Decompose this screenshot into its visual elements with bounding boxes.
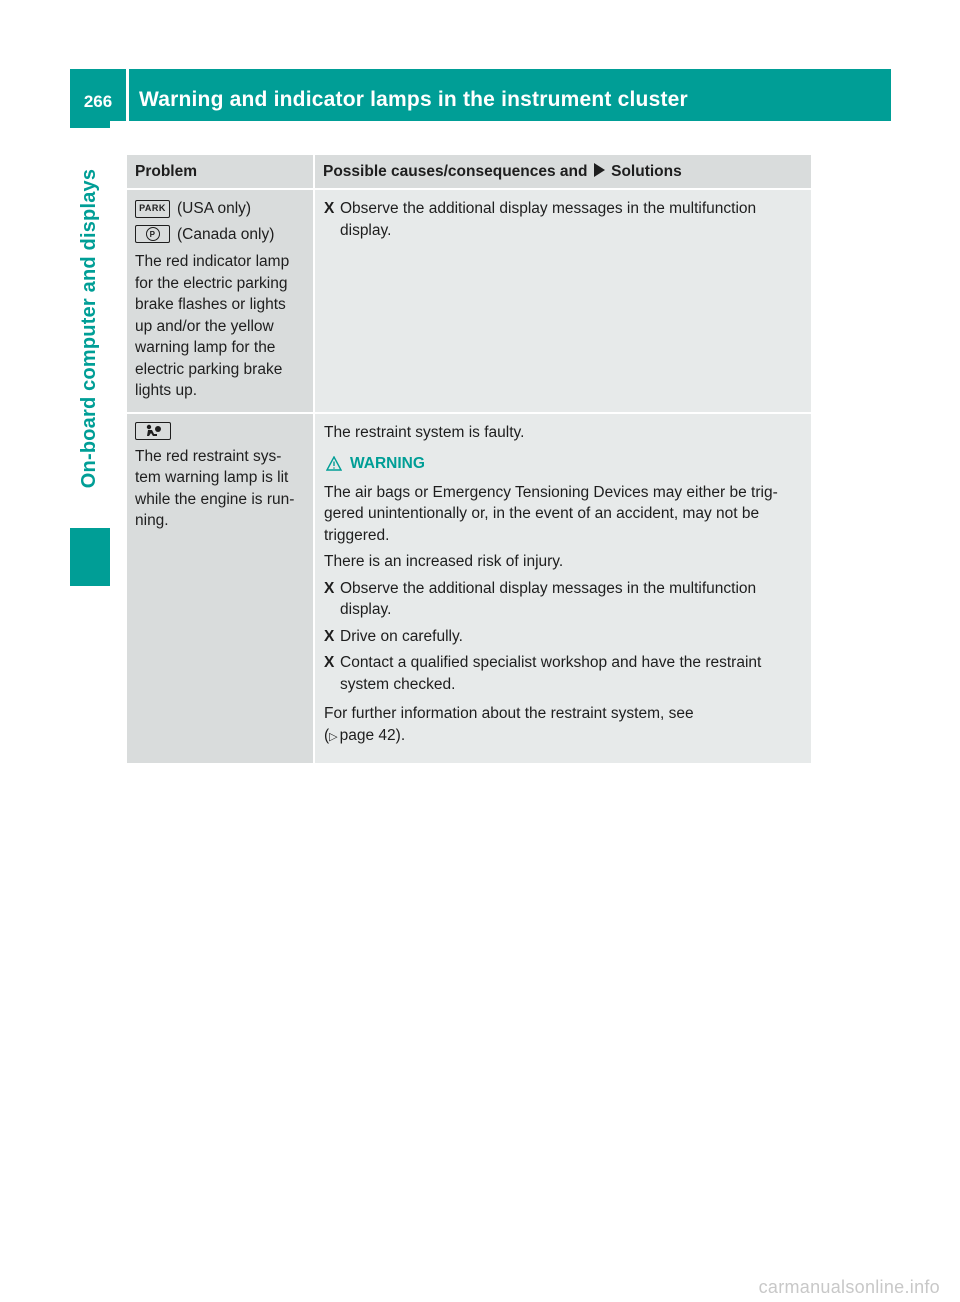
bullet-text: Drive on carefully. (340, 627, 463, 645)
bullet-marker: X (324, 627, 335, 645)
solution-bullet (324, 198, 803, 241)
column-header-causes: Possible causes/consequences and (323, 162, 588, 180)
solution-cell (314, 413, 811, 764)
solution-cell (314, 189, 811, 413)
icon-label-canada: (Canada only) (177, 225, 275, 243)
warning-heading (324, 453, 803, 475)
solution-bullet (324, 578, 803, 621)
further-info-text: For further information about the restraint system, see (324, 705, 694, 722)
table-row (127, 413, 811, 764)
column-header-solutions-label: Solutions (611, 162, 682, 180)
icon-line-usa (135, 198, 305, 220)
bullet-text: Contact a qualified specialist workshop and have the restraint system checked. (340, 654, 762, 693)
solution-bullet (324, 652, 803, 695)
bullet-text: Observe the additional display messages in the multifunction display. (340, 579, 757, 618)
watermark: carmanualsonline.info (758, 1277, 940, 1297)
warning-triangle-icon (326, 456, 342, 471)
warning-triangle-icon-glyph (326, 456, 342, 471)
risk-text: There is an increased risk of injury. (324, 553, 564, 570)
airbag-person-icon-glyph (143, 424, 163, 438)
page-title: Warning and indicator lamps in the instrument cluster (129, 69, 891, 121)
problem-cell (127, 189, 314, 413)
column-header-problem: Problem (127, 155, 314, 189)
warning-text: The air bags or Emergency Tensioning Devices may either be trig-gered unintentionally or, in the event of an accident, may not be triggered. (324, 483, 778, 544)
bullet-marker: X (324, 579, 335, 597)
problem-description: The red indicator lamp for the electric parking brake flashes or lights up and/or the yellow warning lamp for the electric parking brake lights up. (135, 253, 290, 399)
side-tab-label: On-board computer and displays (78, 168, 101, 488)
warning-lamp-table (127, 155, 811, 763)
airbag-person-icon (135, 422, 171, 440)
page-reference-arrow-icon: ▷ (329, 730, 338, 743)
further-info (324, 703, 803, 748)
further-info-open: ( (324, 726, 330, 744)
bullet-marker: X (324, 654, 335, 671)
icon-line-canada (135, 224, 305, 246)
icon-line-airbag (135, 422, 305, 440)
problem-cell (127, 413, 314, 764)
solution-intro: The restraint system is faulty. (324, 423, 525, 441)
side-tab-marker (70, 528, 110, 586)
table-row (127, 189, 811, 413)
icon-label-usa: (USA only) (177, 200, 252, 217)
column-header-solutions (314, 155, 811, 189)
table-header-row (127, 155, 811, 189)
parking-brake-circle-icon-glyph: P (146, 227, 160, 241)
parking-brake-circle-icon (135, 225, 170, 243)
park-brake-icon: PARK (135, 200, 170, 218)
warning-label: WARNING (350, 455, 425, 472)
problem-description: The red restraint sys-tem warning lamp is lit while the engine is run-ning. (135, 447, 295, 529)
page-reference-link[interactable]: page 42). (339, 726, 406, 744)
solution-bullet (324, 626, 803, 648)
bullet-marker: X (324, 200, 335, 217)
side-tab (70, 128, 110, 528)
page-header (70, 69, 891, 121)
play-triangle-icon (594, 163, 605, 177)
bullet-text: Observe the additional display messages in the multifunction display. (340, 200, 757, 239)
page-number: 266 (70, 69, 126, 121)
